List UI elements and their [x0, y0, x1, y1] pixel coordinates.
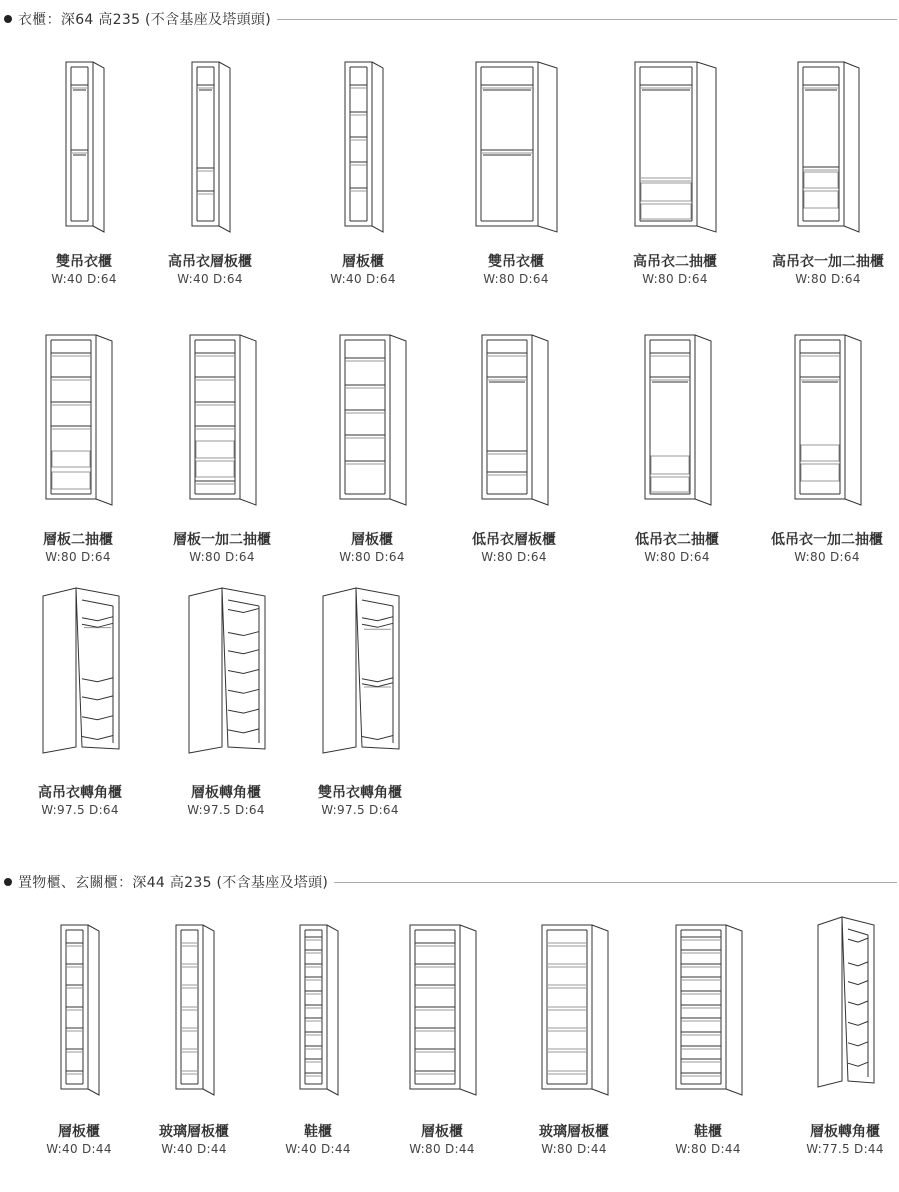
cabinet-dimensions: W:80 D:44 [541, 1142, 607, 1156]
cabinet-dimensions: W:97.5 D:64 [41, 803, 119, 817]
cabinet-dimensions: W:80 D:64 [483, 272, 549, 286]
cabinet-name: 雙吊衣櫃 [56, 254, 112, 270]
section-title: 置物櫃、玄關櫃：深44 高235 (不含基座及塔頭) [18, 875, 329, 891]
shelf-cabinet-icon [60, 923, 103, 1099]
cabinet-name: 低吊衣二抽櫃 [635, 532, 719, 548]
cabinet-dimensions: W:80 D:64 [795, 272, 861, 286]
cabinet-dimensions: W:80 D:44 [675, 1142, 741, 1156]
bullet-icon [4, 878, 12, 886]
shelf-cabinet-icon [339, 333, 410, 509]
cabinet-name: 高吊衣一加二抽櫃 [772, 254, 884, 270]
cabinet-name: 層板轉角櫃 [191, 785, 261, 801]
cabinet-name: 雙吊衣轉角櫃 [318, 785, 402, 801]
shelf-one-plus-two-drawer-cabinet-icon [189, 333, 260, 509]
shoe-cabinet-icon [299, 923, 342, 1099]
cabinet-dimensions: W:80 D:64 [642, 272, 708, 286]
cabinet-name: 低吊衣一加二抽櫃 [771, 532, 883, 548]
shoe-cabinet-icon [675, 923, 746, 1099]
cabinet-name: 層板櫃 [351, 532, 393, 548]
section-header-storage [0, 871, 899, 893]
shelf-cabinet-icon [344, 60, 387, 236]
cabinet-dimensions: W:40 D:64 [330, 272, 396, 286]
cabinet-name: 層板轉角櫃 [810, 1124, 880, 1140]
cabinet-name: 高吊衣轉角櫃 [38, 785, 122, 801]
shelf-two-drawer-cabinet-icon [45, 333, 116, 509]
cabinet-name: 鞋櫃 [694, 1124, 722, 1140]
double-hanging-cabinet-icon [65, 60, 108, 236]
cabinet-name: 鞋櫃 [304, 1124, 332, 1140]
cabinet-dimensions: W:40 D:44 [285, 1142, 351, 1156]
cabinet-dimensions: W:77.5 D:44 [806, 1142, 884, 1156]
cabinet-name: 層板櫃 [342, 254, 384, 270]
cabinet-dimensions: W:80 D:64 [45, 550, 111, 564]
double-hanging-cabinet-icon [475, 60, 561, 236]
cabinet-name: 高吊衣層板櫃 [168, 254, 252, 270]
cabinet-dimensions: W:80 D:64 [189, 550, 255, 564]
shelf-cabinet-icon [409, 923, 480, 1099]
cabinet-name: 層板二抽櫃 [43, 532, 113, 548]
divider [277, 19, 897, 20]
double-hanging-corner-cabinet-icon [321, 588, 403, 759]
cabinet-dimensions: W:97.5 D:64 [187, 803, 265, 817]
cabinet-dimensions: W:80 D:64 [794, 550, 860, 564]
cabinet-dimensions: W:80 D:64 [644, 550, 710, 564]
cabinet-dimensions: W:80 D:64 [339, 550, 405, 564]
high-hanging-shelf-cabinet-icon [191, 60, 234, 236]
high-hanging-two-drawer-cabinet-icon [634, 60, 720, 236]
cabinet-dimensions: W:40 D:44 [161, 1142, 227, 1156]
cabinet-name: 雙吊衣櫃 [488, 254, 544, 270]
cabinet-name: 層板一加二抽櫃 [173, 532, 271, 548]
cabinet-dimensions: W:40 D:64 [51, 272, 117, 286]
cabinet-name: 玻璃層板櫃 [159, 1124, 229, 1140]
cabinet-name: 高吊衣二抽櫃 [633, 254, 717, 270]
cabinet-dimensions: W:80 D:64 [481, 550, 547, 564]
cabinet-dimensions: W:80 D:44 [409, 1142, 475, 1156]
low-hanging-one-plus-two-drawer-cabinet-icon [794, 333, 865, 509]
cabinet-name: 層板櫃 [421, 1124, 463, 1140]
glass-shelf-cabinet-icon [175, 923, 218, 1099]
section-header-wardrobe [0, 8, 899, 30]
cabinet-dimensions: W:40 D:44 [46, 1142, 112, 1156]
low-hanging-shelf-cabinet-icon [481, 333, 552, 509]
glass-shelf-cabinet-icon [541, 923, 612, 1099]
bullet-icon [4, 15, 12, 23]
section-title: 衣櫃：深64 高235 (不含基座及塔頭頭) [18, 12, 271, 28]
shelf-corner-cabinet-icon [187, 588, 269, 759]
low-hanging-two-drawer-cabinet-icon [644, 333, 715, 509]
high-hanging-corner-cabinet-icon [41, 588, 123, 759]
divider [334, 882, 897, 883]
cabinet-name: 玻璃層板櫃 [539, 1124, 609, 1140]
cabinet-dimensions: W:97.5 D:64 [321, 803, 399, 817]
shelf-corner-cabinet-icon [816, 917, 878, 1093]
cabinet-name: 低吊衣層板櫃 [472, 532, 556, 548]
cabinet-name: 層板櫃 [58, 1124, 100, 1140]
cabinet-dimensions: W:40 D:64 [177, 272, 243, 286]
high-hanging-one-plus-two-drawer-cabinet-icon [797, 60, 863, 236]
